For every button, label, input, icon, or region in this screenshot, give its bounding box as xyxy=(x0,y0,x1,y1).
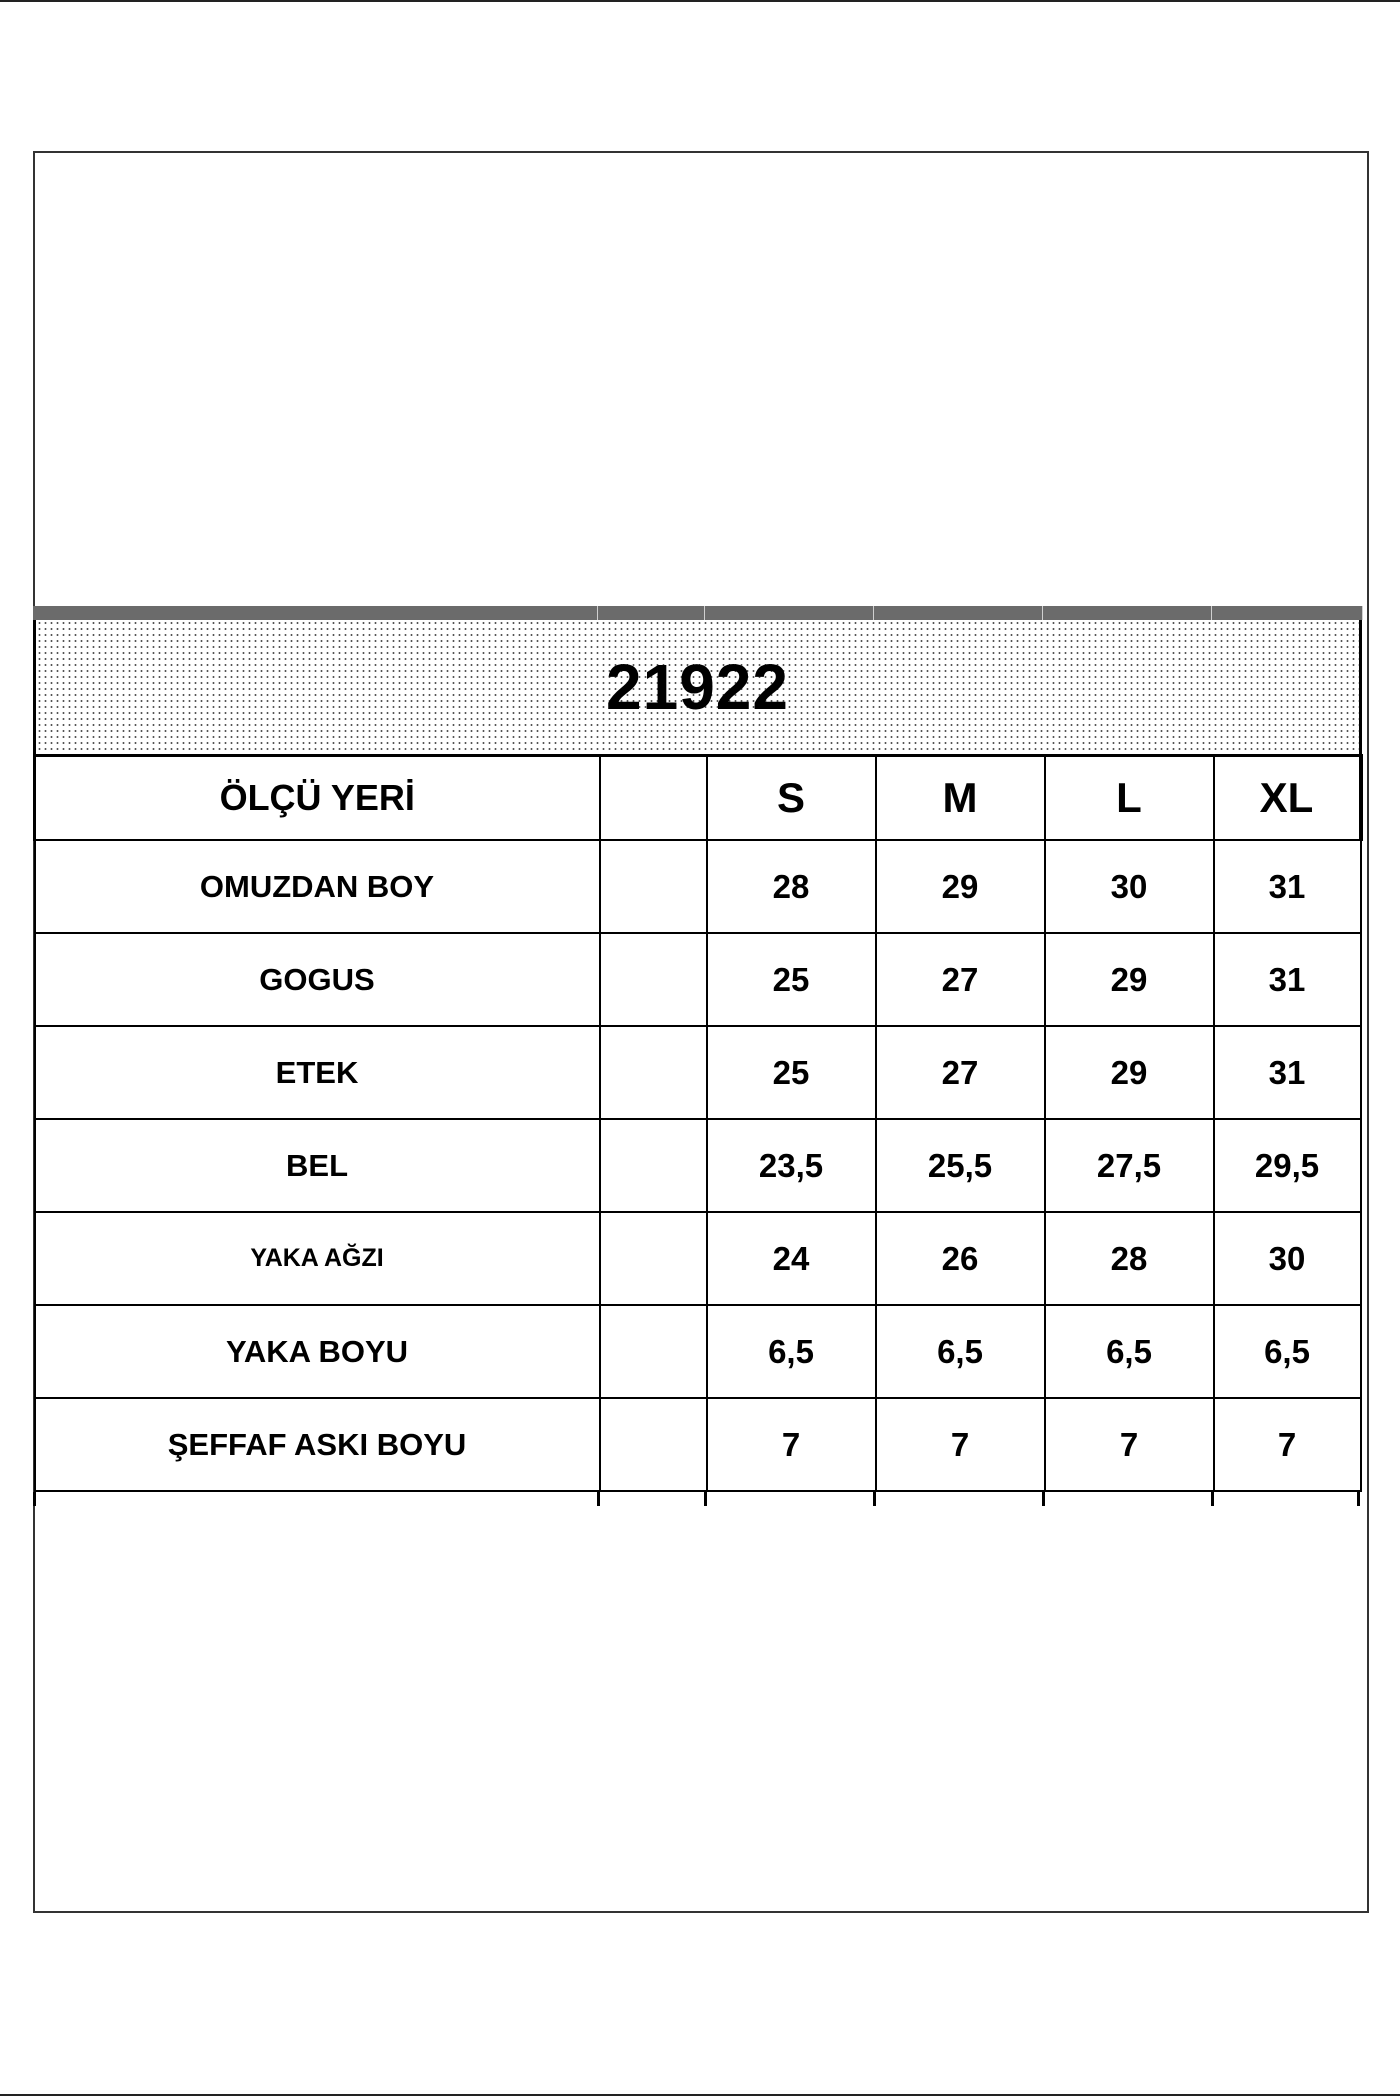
value-cell: 7 xyxy=(1214,1398,1361,1491)
column-header-segment xyxy=(1043,606,1212,620)
row-label: YAKA AĞZI xyxy=(35,1212,600,1305)
value-cell: 29 xyxy=(876,840,1045,933)
value-cell: 26 xyxy=(876,1212,1045,1305)
value-cell: 7 xyxy=(876,1398,1045,1491)
row-label: BEL xyxy=(35,1119,600,1212)
size-chart-sheet xyxy=(33,606,1363,1506)
value-cell: 28 xyxy=(1045,1212,1214,1305)
table-row xyxy=(35,1119,1361,1212)
column-header-segment xyxy=(33,606,598,620)
column-header-strip xyxy=(33,606,1363,620)
column-header-segment xyxy=(598,606,705,620)
empty-cell xyxy=(600,933,707,1026)
value-cell: 24 xyxy=(707,1212,876,1305)
value-cell: 31 xyxy=(1214,1026,1361,1119)
measurement-place-header: ÖLÇÜ YERİ xyxy=(35,756,600,841)
table-row xyxy=(35,1398,1361,1491)
size-header-xl: XL xyxy=(1214,756,1361,841)
value-cell: 25 xyxy=(707,1026,876,1119)
row-label: YAKA BOYU xyxy=(35,1305,600,1398)
value-cell: 29,5 xyxy=(1214,1119,1361,1212)
value-cell: 27 xyxy=(876,1026,1045,1119)
value-cell: 25 xyxy=(707,933,876,1026)
column-tick xyxy=(1357,1492,1360,1506)
value-cell: 27,5 xyxy=(1045,1119,1214,1212)
column-tick xyxy=(597,1492,600,1506)
value-cell: 25,5 xyxy=(876,1119,1045,1212)
column-header-segment xyxy=(705,606,874,620)
size-table xyxy=(33,620,1363,1492)
value-cell: 28 xyxy=(707,840,876,933)
value-cell: 30 xyxy=(1214,1212,1361,1305)
column-tick xyxy=(704,1492,707,1506)
empty-cell xyxy=(600,1026,707,1119)
value-cell: 6,5 xyxy=(1045,1305,1214,1398)
column-header-segment xyxy=(1212,606,1363,620)
empty-header-cell xyxy=(600,756,707,841)
value-cell: 6,5 xyxy=(876,1305,1045,1398)
table-row xyxy=(35,1305,1361,1398)
header-row xyxy=(35,756,1361,841)
table-row xyxy=(35,1212,1361,1305)
value-cell: 6,5 xyxy=(1214,1305,1361,1398)
table-row xyxy=(35,1026,1361,1119)
empty-cell xyxy=(600,1398,707,1491)
size-header-l: L xyxy=(1045,756,1214,841)
value-cell: 30 xyxy=(1045,840,1214,933)
value-cell: 6,5 xyxy=(707,1305,876,1398)
empty-cell xyxy=(600,1305,707,1398)
row-label: OMUZDAN BOY xyxy=(35,840,600,933)
empty-cell xyxy=(600,1212,707,1305)
product-code-row xyxy=(35,620,1361,756)
value-cell: 27 xyxy=(876,933,1045,1026)
value-cell: 31 xyxy=(1214,840,1361,933)
bottom-border-line xyxy=(0,2094,1400,2096)
column-tick-row xyxy=(33,1492,1363,1506)
table-row xyxy=(35,840,1361,933)
table-row xyxy=(35,933,1361,1026)
row-label: ETEK xyxy=(35,1026,600,1119)
column-tick xyxy=(33,1492,36,1506)
size-header-s: S xyxy=(707,756,876,841)
column-header-segment xyxy=(874,606,1043,620)
value-cell: 29 xyxy=(1045,1026,1214,1119)
product-code: 21922 xyxy=(35,620,1361,756)
column-tick xyxy=(1042,1492,1045,1506)
size-header-m: M xyxy=(876,756,1045,841)
top-border-line xyxy=(0,0,1400,2)
row-label: GOGUS xyxy=(35,933,600,1026)
empty-cell xyxy=(600,840,707,933)
value-cell: 29 xyxy=(1045,933,1214,1026)
value-cell: 7 xyxy=(707,1398,876,1491)
value-cell: 7 xyxy=(1045,1398,1214,1491)
column-tick xyxy=(873,1492,876,1506)
value-cell: 31 xyxy=(1214,933,1361,1026)
column-tick xyxy=(1211,1492,1214,1506)
value-cell: 23,5 xyxy=(707,1119,876,1212)
row-label: ŞEFFAF ASKI BOYU xyxy=(35,1398,600,1491)
empty-cell xyxy=(600,1119,707,1212)
